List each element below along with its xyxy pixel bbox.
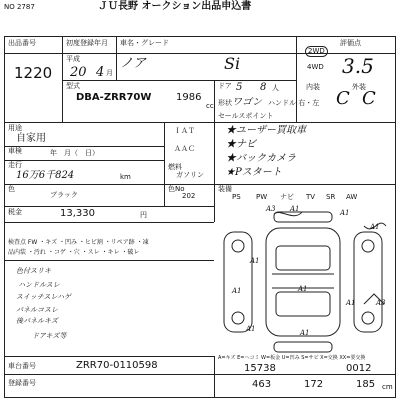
shaken-label: 車検 [8, 147, 22, 155]
int-label: 内装 [306, 83, 320, 91]
note-3: スイッチスレハゲ [16, 293, 71, 301]
registration-number: 15738 [244, 363, 276, 374]
rating: 3.5 [342, 54, 374, 78]
body-type: ワゴン [232, 97, 262, 108]
ext-grade: C [362, 88, 376, 109]
mark-a1-right-mid: A1 [346, 299, 356, 307]
name-grade-label: 車名・グレード [120, 39, 169, 47]
mark-a1-front: A1 [290, 205, 300, 213]
color-code: 202 [182, 192, 196, 200]
mark-a1-rear-right: A1 [300, 329, 310, 337]
fuel-label: 燃料 [168, 163, 182, 171]
tax-unit: 円 [140, 211, 147, 219]
color-code-label: 色No [168, 185, 185, 193]
car-grade: Si [224, 54, 241, 73]
registration-number-2: 0012 [346, 363, 372, 374]
equip-aw: AW [346, 193, 358, 201]
steering: ハンドル 右・左 [268, 99, 320, 107]
color-value: ブラック [50, 191, 78, 199]
registration-label: 登録番号 [8, 379, 36, 387]
shaken-value: 年 月（ 日） [50, 149, 99, 157]
height: 185 [356, 379, 376, 390]
sales-point-3: ★バックカメラ [226, 153, 296, 164]
sales-point-2: ★ナビ [226, 139, 256, 150]
note-5: 後パネルキズ [16, 317, 58, 325]
mileage-unit: km [120, 173, 131, 181]
era: 平成 [66, 55, 80, 63]
listing-number-label: 出品番号 [8, 39, 36, 47]
mark-a1-mid: A1 [298, 285, 308, 293]
sales-point-4: ★Pスタート [226, 167, 282, 178]
mark-a1-right-top: A1 [370, 223, 380, 231]
transmission: ＩＡＴ [174, 127, 195, 135]
ext-label: 外装 [352, 83, 366, 91]
doors-label: ドア [218, 82, 232, 90]
length: 463 [252, 379, 272, 390]
width: 172 [304, 379, 324, 390]
mark-a1-left: A1 [232, 287, 242, 295]
reg-date-label: 初度登録年月 [66, 39, 108, 47]
aircon: ＡＡＣ [174, 145, 195, 153]
drive-2wd: 2WD [305, 46, 328, 57]
fuel: ガソリン [176, 171, 204, 179]
dims-unit: cm [382, 383, 393, 391]
model-label: 型式 [66, 82, 80, 90]
rating-label: 評価点 [340, 39, 361, 47]
displacement: 1986 [176, 92, 202, 103]
model-code: DBA-ZRR70W [76, 92, 152, 103]
seats-unit: 人 [272, 84, 279, 92]
body-label: 形状 [218, 99, 232, 107]
mileage-value: 16万6千824 [16, 170, 75, 181]
month-suffix: 月 [106, 69, 113, 77]
inspection-line-2: 品内装 ・汚れ ・コゲ ・穴 ・スレ ・キレ ・破レ [8, 249, 140, 256]
mark-a3-right: A3 [376, 299, 386, 307]
doors: 5 [236, 82, 243, 93]
equip-navi: ナビ [280, 193, 294, 201]
listing-number: 1220 [14, 64, 53, 82]
equip-label: 装備 [218, 185, 232, 193]
note-1: 色付スリキ [16, 267, 51, 275]
equip-tv: TV [306, 193, 316, 201]
mark-a1-front-right: A1 [340, 209, 350, 217]
cc-unit: cc [206, 102, 214, 110]
mark-a1-rear: A1 [246, 325, 256, 333]
usage-value: 自家用 [16, 133, 46, 144]
reg-month: 4 [96, 65, 105, 80]
equip-ps: PS [232, 193, 241, 201]
color-label: 色 [8, 185, 15, 193]
sales-point-1: ★ユーザー買取車 [226, 125, 306, 136]
car-make: ノア [120, 56, 147, 71]
ref-number: NO 2787 [4, 3, 35, 11]
inspection-line-1: 検査点 FW ・キズ ・凹み ・ヒビ割 ・リペア跡 ・凍 [8, 239, 149, 246]
equip-sr: SR [326, 193, 336, 201]
tax-label: 税金 [8, 208, 22, 216]
int-grade: C [336, 88, 350, 109]
note-6: ドアキズ等 [32, 332, 67, 340]
form-title: ＪＵ長野 オークション出品申込書 [98, 1, 252, 12]
note-2: ハンドルスレ [18, 281, 60, 289]
reg-year: 20 [70, 65, 87, 80]
chassis-label: 車台番号 [8, 362, 36, 370]
tax-value: 13,330 [60, 208, 95, 219]
chassis-number: ZRR70-0110598 [76, 360, 158, 371]
mark-a3-front-left: A3 [266, 205, 276, 213]
mark-a1-center: A1 [250, 257, 260, 265]
equip-pw: PW [256, 193, 268, 201]
seats: 8 [260, 82, 267, 93]
damage-legend: A=キズ E=ヘコミ W=板金 U=凹み S=サビ X=交換 XX=要交換 [218, 355, 366, 361]
note-4: パネルコスレ [16, 306, 58, 314]
usage-label: 用途 [8, 124, 22, 132]
drive-4wd: 4WD [307, 63, 324, 71]
sales-points-label: セールスポイント [218, 112, 274, 120]
mileage-label: 走行 [8, 161, 22, 169]
